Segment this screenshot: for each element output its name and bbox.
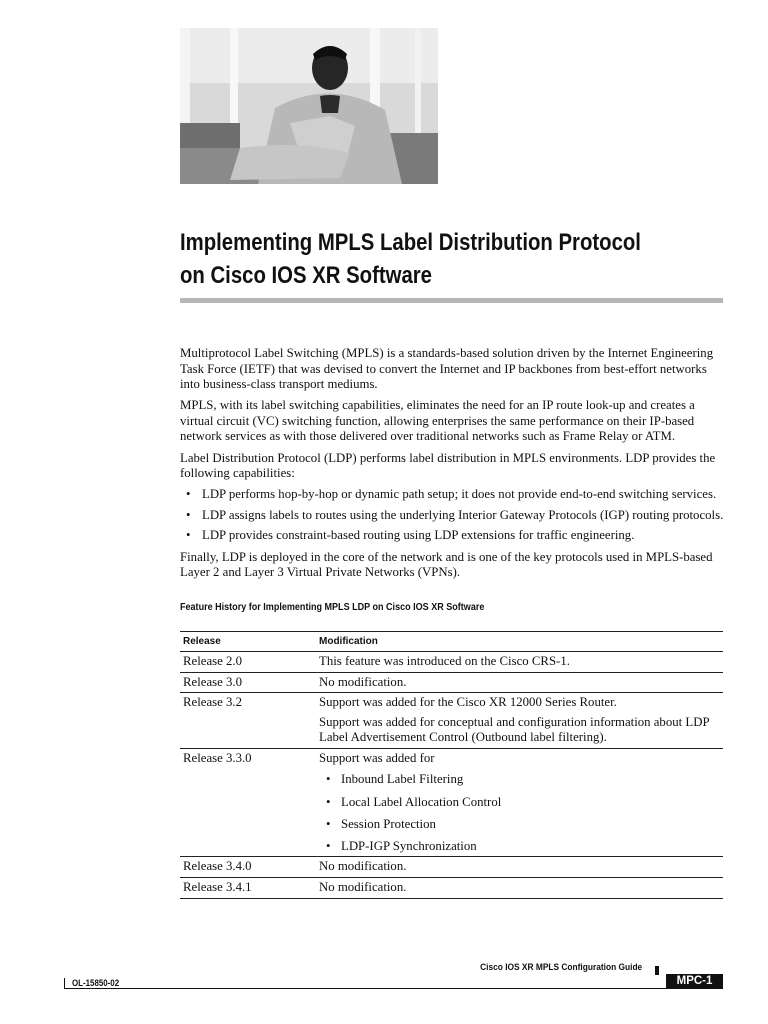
page-title: [180, 226, 645, 292]
release-cell: Release 3.4.0: [180, 857, 316, 878]
bullet-icon: •: [326, 794, 331, 809]
closing-paragraph: Finally, LDP is deployed in the core of the network and is one of the key protocols used in MPLS-based Layer 2 and Layer 3 Virtual Private Networks (VPNs).: [180, 549, 713, 580]
release-cell: Release 2.0: [180, 651, 316, 672]
list-item: • LDP provides constraint-based routing using LDP extensions for traffic engineering.: [186, 528, 635, 543]
modification-text: Support was added for: [319, 750, 435, 765]
intro-paragraph-2: MPLS, with its label switching capabilities, eliminates the need for an IP route look-up and creates a virtual circuit (VC) switching function, allowing enterprises the same performance on their IP-based network services as with those delivered over traditional networks such as Frame Relay or ATM.: [180, 398, 695, 444]
table-caption: Feature History for Implementing MPLS LDP on Cisco IOS XR Software: [180, 600, 485, 613]
bullet-icon: •: [186, 487, 191, 502]
body-text: [180, 346, 725, 899]
modification-cell: No modification.: [316, 877, 723, 898]
bullet-icon: •: [326, 816, 331, 831]
modification-cell: [316, 748, 723, 856]
list-item: • LDP-IGP Synchronization: [326, 838, 477, 853]
footer-tick: [64, 978, 65, 988]
header-release: Release: [180, 632, 316, 652]
feature-list: [319, 772, 720, 854]
release-cell: Release 3.0: [180, 672, 316, 693]
title-line-2: on Cisco IOS XR Software: [180, 262, 432, 289]
modification-cell: No modification.: [316, 672, 723, 693]
page-number: MPC-1: [666, 974, 723, 989]
footer-doc-number: OL-15850-02: [72, 978, 120, 988]
table-row: [180, 651, 723, 672]
modification-text: Support was added for conceptual and configuration information about LDP Label Advertisement Control (Outbound label filtering).: [319, 714, 710, 745]
modification-cell: No modification.: [316, 857, 723, 878]
cover-photo: [180, 28, 438, 184]
list-item: • Session Protection: [326, 816, 436, 831]
modification-cell: This feature was introduced on the Cisco CRS-1.: [316, 651, 723, 672]
table-row: [180, 877, 723, 898]
modification-text: Support was added for the Cisco XR 12000 Series Router.: [319, 695, 617, 710]
title-line-1: Implementing MPLS Label Distribution Protocol: [180, 229, 641, 256]
capabilities-list: [180, 487, 725, 544]
bullet-icon: •: [326, 772, 331, 787]
bullet-icon: •: [326, 838, 331, 853]
list-item: • Local Label Allocation Control: [326, 794, 502, 809]
feature-history-table: [180, 631, 723, 898]
intro-paragraph-1: Multiprotocol Label Switching (MPLS) is a standards-based solution driven by the Internet Engineering Task Force (IETF) that was devised to convert the Internet and IP backbones from best-effort networks into business-class transport mediums.: [180, 346, 714, 392]
list-item: • Inbound Label Filtering: [326, 772, 464, 787]
release-cell: Release 3.4.1: [180, 877, 316, 898]
table-header-row: [180, 632, 723, 652]
list-item: • LDP assigns labels to routes using the underlying Interior Gateway Protocols (IGP) routing protocols.: [186, 507, 724, 522]
header-modification: Modification: [316, 632, 723, 652]
footer-guide-title: Cisco IOS XR MPLS Configuration Guide: [479, 962, 642, 973]
footer-rule: [64, 988, 723, 989]
list-item: • LDP performs hop-by-hop or dynamic path setup; it does not provide end-to-end switching services.: [186, 487, 717, 502]
table-row: [180, 857, 723, 878]
table-row: [180, 693, 723, 749]
bullet-icon: •: [186, 507, 191, 522]
release-cell: Release 3.3.0: [180, 748, 316, 856]
release-cell: Release 3.2: [180, 693, 316, 749]
footer-marker: [655, 966, 659, 975]
modification-cell: [316, 693, 723, 749]
table-row: [180, 672, 723, 693]
table-row: [180, 748, 723, 856]
bullet-icon: •: [186, 528, 191, 543]
intro-paragraph-3: Label Distribution Protocol (LDP) performs label distribution in MPLS environments. LDP provides the following capabilities:: [180, 450, 716, 481]
title-rule: [180, 298, 723, 303]
